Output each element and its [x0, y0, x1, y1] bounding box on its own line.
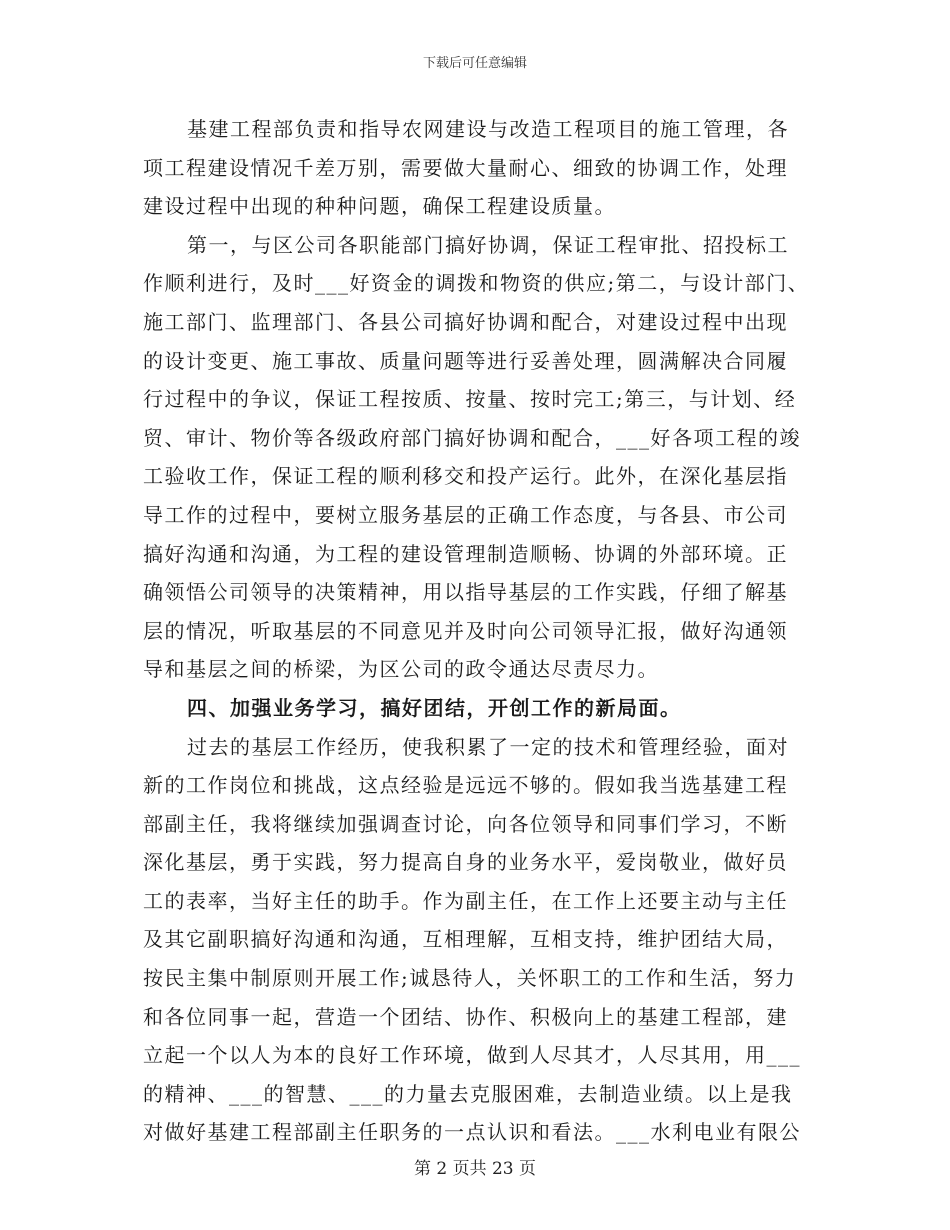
paragraph-line: 行过程中的争议，保证工程按质、按量、按时完工;第三，与计划、经: [143, 387, 797, 412]
paragraph-line: 的设计变更、施工事故、质量问题等进行妥善处理，圆满解决合同履: [143, 348, 788, 373]
paragraph-line: 建设过程中出现的种种问题，确保工程建设质量。: [143, 194, 616, 219]
paragraph-line: 第一，与区公司各职能部门搞好协调，保证工程审批、招投标工: [187, 232, 789, 257]
paragraph-line: 新的工作岗位和挑战，这点经验是远远不够的。假如我当选基建工程: [143, 773, 788, 798]
paragraph-line: 确领悟公司领导的决策精神，用以指导基层的工作实践，仔细了解基: [143, 580, 788, 605]
paragraph-line: 施工部门、监理部门、各县公司搞好协调和配合，对建设过程中出现: [143, 309, 788, 334]
paragraph-line: 过去的基层工作经历，使我积累了一定的技术和管理经验，面对: [187, 734, 789, 759]
paragraph-line: 作顺利进行，及时___好资金的调拨和物资的供应;第二，与设计部门、: [143, 271, 810, 296]
paragraph-line: 导工作的过程中，要树立服务基层的正确工作态度，与各县、市公司: [143, 502, 788, 527]
document-body: [143, 110, 815, 1152]
paragraph-line: 基建工程部负责和指导农网建设与改造工程项目的施工管理，各: [187, 117, 789, 141]
paragraph-line: 工的表率，当好主任的助手。作为副主任，在工作上还要主动与主任: [143, 888, 788, 913]
paragraph-line: 层的情况，听取基层的不同意见并及时向公司领导汇报，做好沟通领: [143, 618, 788, 643]
paragraph-line: 对做好基建工程部副主任职务的一点认识和看法。___水利电业有限公: [143, 1120, 801, 1145]
paragraph-line: 和各位同事一起，营造一个团结、协作、积极向上的基建工程部，建: [143, 1004, 788, 1029]
paragraph-line: 导和基层之间的桥梁，为区公司的政令通达尽责尽力。: [143, 657, 659, 682]
paragraph-line: 工验收工作，保证工程的顺利移交和投产运行。此外，在深化基层指: [143, 464, 788, 489]
paragraph-line: 按民主集中制原则开展工作;诚恳待人，关怀职工的工作和生活，努力: [143, 966, 797, 991]
paragraph-line: 的精神、___的智慧、___的力量去克服困难，去制造业绩。以上是我: [143, 1081, 793, 1106]
paragraph-line: 立起一个以人为本的良好工作环境，做到人尽其才，人尽其用，用___: [143, 1043, 801, 1068]
page-number: 第 2 页共 23 页: [413, 1159, 537, 1179]
paragraph-line: 深化基层，勇于实践，努力提高自身的业务水平，爱岗敬业，做好员: [143, 850, 788, 875]
page-header: 下载后可任意编辑: [422, 56, 527, 71]
paragraph-line: 搞好沟通和沟通，为工程的建设管理制造顺畅、协调的外部环境。正: [143, 541, 788, 566]
paragraph-line: 及其它副职搞好沟通和沟通，互相理解，互相支持，维护团结大局，: [143, 927, 788, 952]
paragraph-line: 贸、审计、物价等各级政府部门搞好协调和配合，___好各项工程的竣: [143, 425, 801, 450]
section-heading: 四、加强业务学习，搞好团结，开创工作的新局面。: [187, 695, 682, 720]
paragraph-line: 项工程建设情况千差万别，需要做大量耐心、细致的协调工作，处理: [143, 155, 788, 180]
paragraph-line: 部副主任，我将继续加强调查讨论，向各位领导和同事们学习，不断: [143, 811, 788, 836]
